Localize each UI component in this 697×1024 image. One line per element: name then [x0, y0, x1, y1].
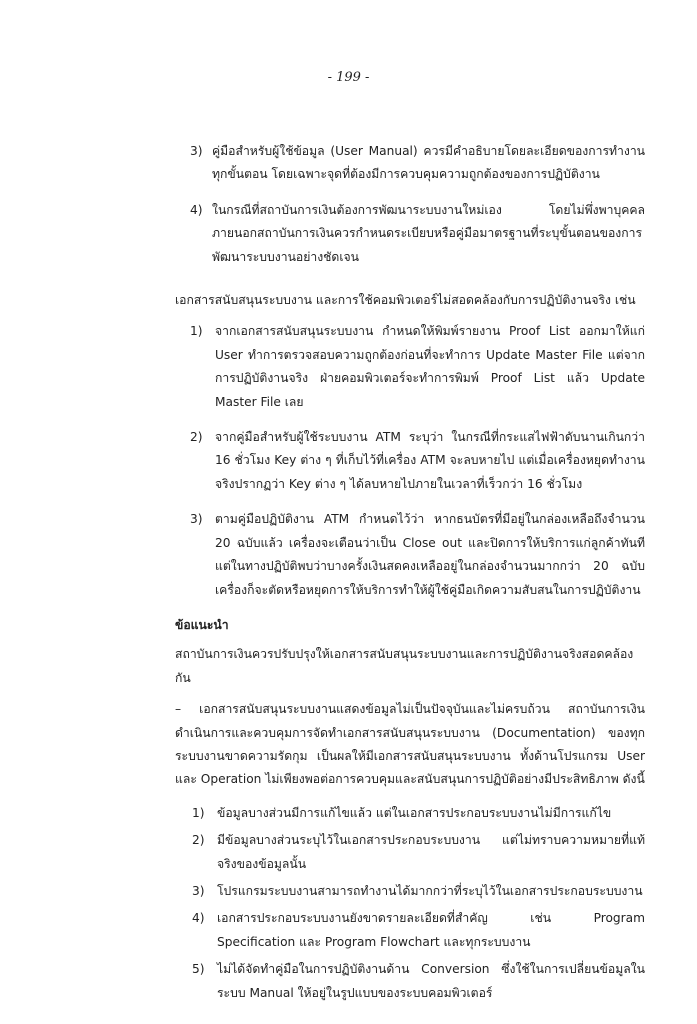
document-body [0, 140, 697, 1009]
list-item [192, 907, 645, 954]
list-item [192, 880, 645, 903]
list-item-text: ข้อมูลบางส่วนมีการแก้ไขแล้ว แต่ในเอกสารประกอบระบบงานไม่มีการแก้ไข [217, 805, 612, 820]
dash-paragraph: – เอกสารสนับสนุนระบบงานแสดงข้อมูลไม่เป็นปัจจุบันและไม่ครบถ้วน สถาบันการเงินดำเนินการและควบคุมการจัดทำเอกสารสนับสนุนระบบงาน (Documentation) ของทุกระบบงานขาดความรัดกุม เป็นผลให้มีเอกสารสนับสนุนระบบงาน ทั้งด้านโปรแกรม User และ Operation ไม่เพียงพอต่อการควบคุมและสนับสนุนการปฏิบัติอย่างมีประสิทธิภาพ ดังนี้ [175, 702, 645, 787]
list-item-text: มีข้อมูลบางส่วนระบุไว้ในเอกสารประกอบระบบงาน แต่ไม่ทราบความหมายที่แท้จริงของข้อมูลนั้น [217, 833, 645, 871]
list-item-number: 2) [192, 833, 205, 848]
list-item-text: คู่มือสำหรับผู้ใช้ข้อมูล (User Manual) ควรมีคำอธิบายโดยละเอียดของการทำงานทุกขั้นตอน โดยเฉพาะจุดที่ต้องมีการควบคุมความถูกต้องของการปฏิบัติงาน [212, 144, 645, 182]
list-item [190, 426, 645, 496]
list-item-number: 3) [192, 883, 205, 898]
list-item-number: 1) [190, 324, 203, 339]
list-item [192, 958, 645, 1005]
recommendation-title: ข้อแนะนำ [175, 617, 229, 632]
section-heading: เอกสารสนับสนุนระบบงาน และการใช้คอมพิวเตอร์ไม่สอดคล้องกับการปฏิบัติงานจริง เช่น [175, 293, 636, 308]
list-item-number: 4) [190, 202, 203, 217]
list-item-text: ตามคู่มือปฏิบัติงาน ATM กำหนดไว้ว่า หากธนบัตรที่มีอยู่ในกล่องเหลือถึงจำนวน 20 ฉบับแล้ว เครื่องจะเตือนว่าเป็น Close out และปิดการให้บริการแก่ลูกค้าทันที แต่ในทางปฏิบัติพบว่าบางครั้งเงินสดคงเหลืออยู่ในกล่องจำนวนมากกว่า 20 ฉบับ เครื่องก็จะตัดหรือหยุดการให้บริการทำให้ผู้ใช้คู่มือเกิดความสับสนในการปฏิบัติงาน [215, 512, 645, 597]
list-item [190, 199, 645, 269]
list-b [0, 320, 697, 601]
list-item [190, 140, 645, 187]
list-item [192, 802, 645, 825]
list-item-text: ไม่ได้จัดทำคู่มือในการปฏิบัติงานด้าน Conversion ซึ่งใช้ในการเปลี่ยนข้อมูลในระบบ Manual ให้อยู่ในรูปแบบของระบบคอมพิวเตอร์ [217, 962, 645, 1000]
list-item [190, 320, 645, 414]
recommendation-paragraph: สถาบันการเงินควรปรับปรุงให้เอกสารสนับสนุนระบบงานและการปฏิบัติงานจริงสอดคล้องกัน [175, 647, 634, 685]
list-a [0, 140, 697, 269]
list-item [190, 508, 645, 602]
list-item-number: 1) [192, 805, 205, 820]
page-number: - 199 - [327, 70, 370, 85]
list-item-text: โปรแกรมระบบงานสามารถทำงานได้มากกว่าที่ระบุไว้ในเอกสารประกอบระบบงาน [217, 883, 643, 898]
list-item-number: 3) [190, 512, 203, 527]
list-item-number: 4) [192, 911, 205, 926]
list-item-text: ในกรณีที่สถาบันการเงินต้องการพัฒนาระบบงานใหม่เอง โดยไม่พึ่งพาบุคคลภายนอกสถาบันการเงินควรกำหนดระเบียบหรือคู่มือมาตรฐานที่ระบุขั้นตอนของการพัฒนาระบบงานอย่างชัดเจน [212, 202, 645, 264]
list-item [192, 829, 645, 876]
list-item-number: 2) [190, 430, 203, 445]
list-item-number: 3) [190, 144, 203, 158]
list-item-text: จากเอกสารสนับสนุนระบบงาน กำหนดให้พิมพ์รายงาน Proof List ออกมาให้แก่ User ทำการตรวจสอบความถูกต้องก่อนที่จะทำการ Update Master File แต่จากการปฏิบัติงานจริง ฝ่ายคอมพิวเตอร์จะทำการพิมพ์ Proof List แล้ว Update Master File เลย [215, 324, 645, 409]
list-item-text: จากคู่มือสำหรับผู้ใช้ระบบงาน ATM ระบุว่า ในกรณีที่กระแสไฟฟ้าดับนานเกินกว่า 16 ชั่วโมง Key ต่าง ๆ ที่เก็บไว้ที่เครื่อง ATM จะลบหายไป แต่เมื่อเครื่องหยุดทำงานจริงปรากฏว่า Key ต่าง ๆ ได้ลบหายไปภายในเวลาที่เร็วกว่า 16 ชั่วโมง [215, 430, 645, 491]
list-item-text: เอกสารประกอบระบบงานยังขาดรายละเอียดที่สำคัญ เช่น Program Specification และ Program Flowchart และทุกระบบงาน [217, 911, 645, 949]
list-c [0, 802, 697, 1005]
list-item-number: 5) [192, 962, 205, 977]
